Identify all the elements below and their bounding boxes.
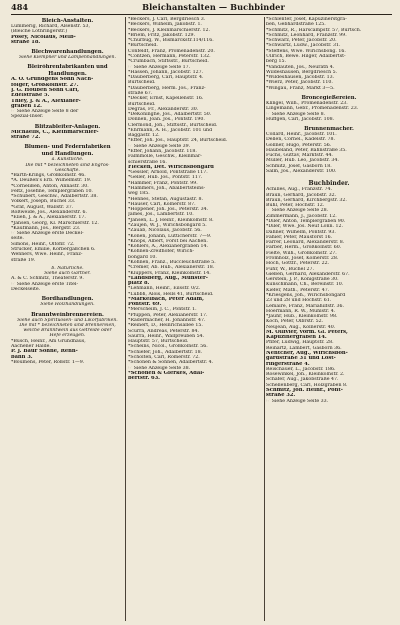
listing-entry-bold: bertstr. 63. xyxy=(128,376,160,382)
listing-entry-bold: M. Ollivier, vorm. Gl. Peters, xyxy=(266,329,348,335)
listing-entry: *Schubert, Geschw., Adalbertstr. 38. xyxy=(11,194,98,200)
listing-entry: Baggastr. 12. xyxy=(128,133,160,139)
listing-entry: Gerstein, J. P., Königstraße 30. xyxy=(266,277,339,283)
listing-entry-bold: folger, Großkölnstr. 27. xyxy=(11,82,79,88)
listing-entry: *Kohnen, Franz., Buccleuchstraße 5. xyxy=(128,259,216,265)
listing-entry: *Diler, Anton, Templergraben 90. xyxy=(266,219,346,224)
listing-entry: Strücker, Emilie, Körbergäßchen 6. xyxy=(11,247,96,252)
section-note: Siehe Holzhandlungen. xyxy=(40,302,95,308)
listing-entry: Reischauer, L., Jacobstr. 186. xyxy=(266,366,336,372)
listing-entry: Saurra, Heinr., Wallpreuben 54. xyxy=(128,333,205,339)
column-divider xyxy=(125,17,126,621)
section-heading: Broncegießereien. xyxy=(301,94,357,101)
listing-entry: *Pfüppen, Peter, Alexianerstr. 17. xyxy=(128,312,208,318)
listing-entry: *Lehmann, Heinr., Eilsstr. 0/2. xyxy=(128,286,201,292)
page-title: Bleichanstalten — Buchbinder xyxy=(142,1,285,12)
listing-entry-bold: *Schönen & Gierkes, Adal- xyxy=(128,370,205,376)
listing-entry: *Jansen, L. J. Heinr., Kleinkölnstr. 8. xyxy=(128,217,214,223)
listing-entry-bold: *Landsberg, Aug., Münster- xyxy=(128,275,208,281)
listing-entry: *Wierz, Peter, Jacobstr. 110. xyxy=(266,80,333,86)
listing-entry: 23 und 28 und Hochstr. 61. xyxy=(266,298,332,304)
listing-entry: *Hassen, Johann, Jacobstr. 127. xyxy=(128,69,204,75)
listing-entry: *Briem, Fritz, Jakobstr. 129. xyxy=(128,32,196,38)
listing-entry: Schellenberg, Carl, Holzgraben 8. xyxy=(266,382,348,388)
listing-entry: Hoermann, R. W., Mühlstr. 4. xyxy=(266,308,336,314)
spacer xyxy=(11,120,124,123)
listing-entry: *Cremer, Ab. Hub., Alexianerstr. 18. xyxy=(128,265,215,271)
listing-entry: *Beckers, Wilhelm, Jakobstr. 1. xyxy=(128,22,202,28)
listing-entry: *Churbug, W., Bismarckstr.114/116. xyxy=(128,38,214,44)
listing-entry-bold: straße 18. xyxy=(11,39,41,45)
listing-entry: ☞ Siehe Anzeige erste Titel- xyxy=(11,281,79,287)
spacer xyxy=(11,45,124,48)
section-heading: Bleich-Anstalten. xyxy=(41,18,94,24)
listing-entry: Klingel, Wilh., Promenadenstr. 23. xyxy=(266,100,348,106)
listing-entry: Wildeshausen, Bergdriesch 5. xyxy=(266,69,338,75)
section-heading: Branntweinbrennereien. xyxy=(31,311,104,318)
listing-entry: Neujean, Aug., Kölnerstr. 40. xyxy=(266,324,336,330)
listing-entry: Kiefer, Math., Peterstr. 47. xyxy=(266,287,330,293)
listing-entry: ☞ Siehe Anzeige Seite 38. xyxy=(128,365,191,371)
listing-entry: Collard, Heinr., Jacobstr. 101. xyxy=(266,132,337,138)
listing-entry: Fuchs, Guttav, Marktstr. 44. xyxy=(266,153,333,159)
listing-entry: *Jauhr, Hub., Kleinkölnstr. 98. xyxy=(266,314,338,320)
section-heading: und Handlungen. xyxy=(41,151,94,158)
listing-entry: *Dauberberg, Carl, Hauptstr. 4. xyxy=(128,75,204,81)
section-heading: Blitzableiter-Anlagen. xyxy=(34,123,101,130)
listing-entry: Pfifer, Ludwig, Hauptstr. 28. xyxy=(266,340,334,346)
listing-entry: straße 19. xyxy=(11,257,36,263)
listing-entry: A. & C. Schmitz, Theaterstr. 9. xyxy=(11,276,84,282)
section-heading: Bordhandlungen. xyxy=(41,296,94,303)
listing-entry: Clermond, Joh., Stiftsstr., Burtscheid. xyxy=(128,122,218,128)
listing-entry: Lingemann, Gebr., Promenadenstr. 23. xyxy=(266,106,359,112)
listing-entry: *Dauberberg, Herm. Jos., Franz- xyxy=(128,85,206,91)
listing-entry: bongard 10. xyxy=(128,254,157,260)
listing-entry: Schäfer, Aug., Jakobstraße 47. xyxy=(266,377,339,383)
listing-entry: *Schwarz, Peter, Jacobstr. 20. xyxy=(266,38,337,44)
listing-entry-bold: A. O. Gründgens Sohn Nach- xyxy=(11,77,94,83)
spacer xyxy=(11,140,124,143)
listing-entry: *Barth-Krings, Großkölnstr. 46. xyxy=(11,173,86,179)
listing-entry: ☞ Siehe Anzeige Seite 28. xyxy=(266,208,329,214)
listing-entry: *A. Deußen's Erb. Wilhelmstr. 19. xyxy=(11,178,92,184)
listing-entry: Dahner, Wilhelm, Pontstr. 93. xyxy=(266,229,336,235)
listing-entry: *Schwartz, Ludw., Jacobstr. 31. xyxy=(266,43,341,49)
listing-entry: *Beckers, J. Kleinmarschierstr. 12. xyxy=(128,27,210,33)
listing-entry: *Cornelißen, Anton, Annastr. 30. xyxy=(11,183,89,189)
listing-entry: Fuhr, W., Büchel 27. xyxy=(266,266,314,272)
listing-entry-bold: Edelstraße 5. xyxy=(11,93,50,99)
listing-entry: *Effer, Johann, Jacobstr. 118. xyxy=(128,149,197,155)
listing-entry: Wenners, Wwe. Heinr., Franz- xyxy=(11,252,83,258)
listing-entry: Degras, Fr., Alexanderstr. 30. xyxy=(128,106,199,112)
listing-entry: *Burtscheid. xyxy=(128,43,158,49)
listing-entry: *Hauser, Carl, Kölnerstr. 87. xyxy=(128,201,196,207)
listing-entry: *Hennes, Stefan, Augustastr. 8. xyxy=(128,196,204,202)
spacer xyxy=(266,122,392,125)
listing-entry: Ullrich, Bewe. Hilger, Adalbertst- xyxy=(266,53,346,59)
page-number: 484 xyxy=(11,1,29,12)
listing-entry: Aachener Halde. xyxy=(11,343,51,349)
listing-entry: ☞ Siehe Anzeige Seite 8 der xyxy=(11,109,79,115)
section-heading: Handlungen. xyxy=(48,71,87,78)
listing-entry: Hoch, Gottfr., Peterstr. 22. xyxy=(266,261,330,267)
listing-entry-bold: P. J. Baur Söhne, Renn- xyxy=(11,349,78,355)
listing-entry: *Schlenter, Josef, Kapuzinerstgra- xyxy=(266,17,347,22)
directory-column-middle xyxy=(128,17,263,621)
listing-entry: *Crumbach, Stiftsstr., Burtscheid. xyxy=(128,59,209,65)
listing-entry-bold: Kapuzinergraben 14. xyxy=(266,335,327,341)
listing-entry: *Ehrmann, A. H., Jacobstr. 101 und xyxy=(128,127,213,133)
listing-entry: Buhl, Peter, Hochstr. 12. xyxy=(266,203,325,209)
listing-entry: *Effer, Joh. Jos., Hauptstr. 24, Burtscheid. xyxy=(128,138,228,144)
listing-entry: *Kohlers, A., Alexianergraben 14. xyxy=(128,244,208,250)
section-heading: Buchbinder. xyxy=(308,180,350,188)
listing-entry: Koch, Peter, Olbrstr. 52. xyxy=(266,319,324,325)
listing-entry: Scurra, Andreas, Peterstr. 84. xyxy=(128,328,200,334)
listing-entry: *Kohnen-Zreifhofer, Wirich- xyxy=(128,249,194,255)
listing-entry: *Scholten, Carl, Römerstr. 72. xyxy=(128,355,200,360)
listing-entry-bold: graben 12. xyxy=(11,103,42,109)
section-note: b. Natürliche. xyxy=(51,265,84,271)
listing-entry: *DeKoninghe, Jos., Adalbertstr. 50. xyxy=(128,112,212,118)
listing-entry: *Hammer, Franz, Pontstr. 99. xyxy=(128,180,198,186)
listing-entry: *Schmitz, R., Harscampstr. 57, Burtsch. xyxy=(266,27,362,33)
listing-entry: *Merscheim, J. C., Pontstr. 1. xyxy=(128,307,197,313)
listing-entry: Rosewinkel, Joh., Kleinkölnstr. 2. xyxy=(266,372,345,378)
listing-entry: Lemaire, Franz, Mariahilfstr. 36. xyxy=(266,303,344,309)
listing-entry-bold: J. G. Houben Sohn Carl, xyxy=(11,87,80,93)
listing-entry-bold: Nentcher, Aug., Wirichsbon- xyxy=(266,351,348,357)
listing-entry: Haubeland, Peter, Bahnstraße 35. xyxy=(266,147,347,153)
listing-entry: *Decker, Ernst, Kapellenstr. 16. xyxy=(128,96,204,102)
section-note: Siehe Klempner und Lampenhandlungen. xyxy=(19,55,116,61)
listing-entry: *Schiefer, Joh., Adalbertstr. 18. xyxy=(128,349,203,355)
listing-entry: Fielte, Wilh., Großkölnstr. 27. xyxy=(266,250,337,256)
listing-entry: *Klüppers, Franz, Kleinkölnstr. 14. xyxy=(128,270,211,276)
listing-entry: (Bleiche Lothringerstr.) xyxy=(11,29,68,35)
listing-entry-bold: *Markelbach, Peter Adam, xyxy=(128,296,204,302)
listing-entry: *Schmitz, Leonhard, Franzstr. 99. xyxy=(266,32,347,38)
listing-entry: schierstraße 16. xyxy=(128,159,167,165)
listing-entry: *Graf, August, Wallstr. 37. xyxy=(11,204,74,210)
listing-entry: Burtscheid. xyxy=(128,101,156,107)
listing-entry: *Zaujen, W. J., Wirichsbongard 5. xyxy=(128,222,207,228)
listing-entry: *Elieh, J. & A., Alexianerstr. 17. xyxy=(11,215,86,221)
listing-entry: *Diler, Wwe. Jos. Neuf Lönn. 12. xyxy=(266,224,344,230)
listing-entry: *Steffens, Wwe. Wirichsbong. 16. xyxy=(266,48,346,54)
listing-entry: Färber, Herm., Großkölnstr. 60. xyxy=(266,245,342,251)
listing-entry: Volkert, Joseph, Büchel 33. xyxy=(11,199,76,205)
listing-entry-bold: straße 32. xyxy=(266,393,296,399)
listing-entry: Donnen, Joan. Jos., Pontstr. 190. xyxy=(128,117,205,123)
listing-entry: *Busch, Heinr., Am Grundhaus, xyxy=(11,338,86,344)
listing-entry: Schmitz, Josef, Gasborn 18. xyxy=(266,163,332,169)
listing-entry: Farrer, Leonard, Alexanderstr. 8. xyxy=(266,240,345,246)
section-note: Siehe auch Spirituosen- und Likörfabriken. xyxy=(17,317,118,323)
spacer xyxy=(266,91,392,94)
listing-entry: Falmmolle, Geschw., Kleinmar- xyxy=(128,154,202,160)
listing-entry: *Radermacher, H. Johannstr. 47. xyxy=(128,318,206,324)
listing-entry: Hüffgen, Carl, Jacobstr. 108. xyxy=(266,116,335,122)
listing-entry-bold: Pontstr. 69. xyxy=(128,302,162,308)
listing-entry-bold: Schmitz, Joh. Heinr., Pont- xyxy=(266,388,343,393)
listing-entry: *Kaufmann, Jos., Bergstr. 23. xyxy=(11,225,81,231)
listing-entry: Confeldt, Franz, Promenadenstr. 20. xyxy=(128,48,215,54)
listing-entry: Göllner, Hugo, Peterstr. 56. xyxy=(266,142,332,148)
listing-entry-bold: Posey, Nicolaus, Melb- xyxy=(11,34,76,40)
listing-entry: *Hammers, Joh., Abalbertsteins- xyxy=(128,186,206,191)
listing-entry: Spezial-Inser. xyxy=(11,114,44,120)
section-note: Siehe auch Gärtner. xyxy=(44,271,91,277)
listing-entry: Reinartz, Lambert, Gasborn 36. xyxy=(266,345,342,351)
listing-entry: Müller, Hub. Leo, Jacobstr. 34. xyxy=(266,158,339,164)
section-note: Die mit * bezeichneten sind Engros- xyxy=(25,162,110,168)
listing-entry: *Geller, Hub. Jos., Pontstr. 117. xyxy=(128,175,203,181)
section-note: a. Künstliche. xyxy=(51,157,84,163)
listing-entry: Burtscheid. xyxy=(128,80,156,86)
listing-entry: Gießen, Gerhard, Alexanderstr. 67. xyxy=(266,271,350,277)
listing-entry: straße 67. xyxy=(128,90,153,96)
section-note: Die mit * bezeichneten sind Brennereien, xyxy=(19,322,116,328)
listing-entry: *Beckers, J. Carl, Bergdriesch 3. xyxy=(128,17,206,22)
listing-entry: *Kriesgens, Joh., Wirichsbongard xyxy=(266,292,346,298)
listing-entry: Roßweide, Jos., Alexanderstr. 6. xyxy=(11,210,87,216)
spacer xyxy=(266,174,392,177)
listing-entry: *Jansen, Georg, Kl. Marschierstr. 12. xyxy=(11,220,99,226)
listing-entry: *Reinert, D., Heinrichsallee 15. xyxy=(128,323,203,329)
listing-entry: *Vandauten, Jos., Neurath 4. xyxy=(266,64,335,70)
listing-entry-bold: Michaelis, C., Kleinmarschier- xyxy=(11,129,99,135)
listing-entry: Zimmermann, J., Jacobstr. 12. xyxy=(266,213,337,219)
listing-entry-bold: platz 8. xyxy=(128,281,150,287)
listing-entry: Dellen, Cornel., Kadelstr. 78. xyxy=(266,137,335,143)
listing-entry: *Gessler, Arnold, Pontstraße 117. xyxy=(128,170,208,176)
listing-entry: weg 185. xyxy=(128,191,150,197)
listing-entry-bold: Thiey, J. & A., Alexianer- xyxy=(11,98,81,104)
listing-entry: seite. xyxy=(11,236,24,242)
listing-entry: Kunschmann, Ch., Bereinstr. 10. xyxy=(266,282,344,288)
listing-entry: *Wingau, Franz, Markt 3—5. xyxy=(266,85,335,91)
listing-entry: *Boumens, Peter, Roßstr. 1—9. xyxy=(11,359,85,365)
spacer xyxy=(11,60,124,63)
listing-entry: Deckelseite. xyxy=(11,286,41,292)
listing-entry: *Scheins, Nicol., Großkölnstr. 56. xyxy=(128,344,208,350)
directory-column-left xyxy=(11,17,124,621)
listing-entry: ☞ Siehe Anzeige Seite 17. xyxy=(128,64,191,70)
listing-entry: *Lübbh, Alois, Hells 41, Burtscheid. xyxy=(128,291,214,297)
section-note: Geschäfte. xyxy=(55,167,80,173)
listing-entry: *Contzen, Hermann, Peterstr. 132. xyxy=(128,53,211,59)
spacer xyxy=(11,292,124,295)
listing-entry: ☞ Siehe Anzeige erste Deckel- xyxy=(11,231,84,237)
listing-entry: ☞ Siehe Anzeige Seite 33. xyxy=(266,398,329,404)
listing-entry: berg 15. xyxy=(266,59,287,65)
column-divider xyxy=(264,17,265,621)
listing-entry: James, Jos., Lambertstr. 10. xyxy=(128,212,194,218)
listing-entry: Hauptstr. 57, Burtscheid. xyxy=(128,339,189,345)
section-note: welche Branntwein aus Getreide oder xyxy=(23,328,112,334)
section-note: Hefe erzeugen. xyxy=(49,333,86,339)
listing-entry: Lummerig, Richard, Alsenstr. 53, xyxy=(11,24,90,29)
listing-entry: Salm, Jos., Alexanderstr. 100. xyxy=(266,169,337,175)
listing-entry-bold: straße 72. xyxy=(11,134,41,140)
listing-entry-bold: ringerstraße 4. xyxy=(266,361,310,367)
listing-entry: ben, Gebhardstraße 125. xyxy=(266,22,326,28)
directory-column-right xyxy=(266,17,392,621)
section-heading: Bleiröhrenfabrikanten und xyxy=(27,64,108,71)
section-heading: Blechwarenhandlungen. xyxy=(31,49,104,56)
listing-entry: *Wildeshausen, Jacobstr. 13. xyxy=(266,75,335,81)
listing-entry: *Zauab, Nicolaus, Jacobstr. 56. xyxy=(128,228,202,234)
listing-entry: *Schönen & Söhnen, Adalbertstr. 4. xyxy=(128,360,214,366)
listing-entry: Braun, Gerhard, Jacobstr. 32. xyxy=(266,192,337,198)
listing-entry: ☞ Siehe Anzeige Seite 39. xyxy=(128,143,191,149)
listing-entry: *Höppener, Joh. Jos., Peterstr. 34. xyxy=(128,207,209,213)
listing-entry: Fahier, Peter, Mausforst 16. xyxy=(266,234,333,240)
listing-entry: ☞ Siehe Anzeige Seite 8. xyxy=(266,111,326,117)
listing-entry: *Konen, Johann, Lütticherstr. 7—9. xyxy=(128,233,212,239)
listing-entry: Achilles, Aug., Franzstr. 74. xyxy=(266,187,333,193)
listing-entry: Feltz, Josefine, Templergraben 10. xyxy=(11,188,93,194)
listing-entry: *Knops, Albert, Forst bei Aachen. xyxy=(128,238,208,244)
listing-entry: Braun, Gerhard, Kirchbergstr. 32. xyxy=(266,197,347,203)
listing-entry: Fromholz, Josef, Kölnerstr. 28. xyxy=(266,255,339,261)
page-header xyxy=(11,0,392,15)
listing-entry-bold: bahn 3. xyxy=(11,354,33,360)
section-heading: Brunnenmacher. xyxy=(304,126,354,133)
listing-entry: Simons, Heinr., Oltofir. 72. xyxy=(11,241,75,247)
spacer xyxy=(11,308,124,311)
listing-entry-bold: gardstraße 31 und Löst- xyxy=(266,356,336,362)
listing-entry-bold: Flecken, Det. Wirichsbongard xyxy=(128,164,214,170)
section-heading: Blumen- und Federnfabriken xyxy=(24,144,111,151)
